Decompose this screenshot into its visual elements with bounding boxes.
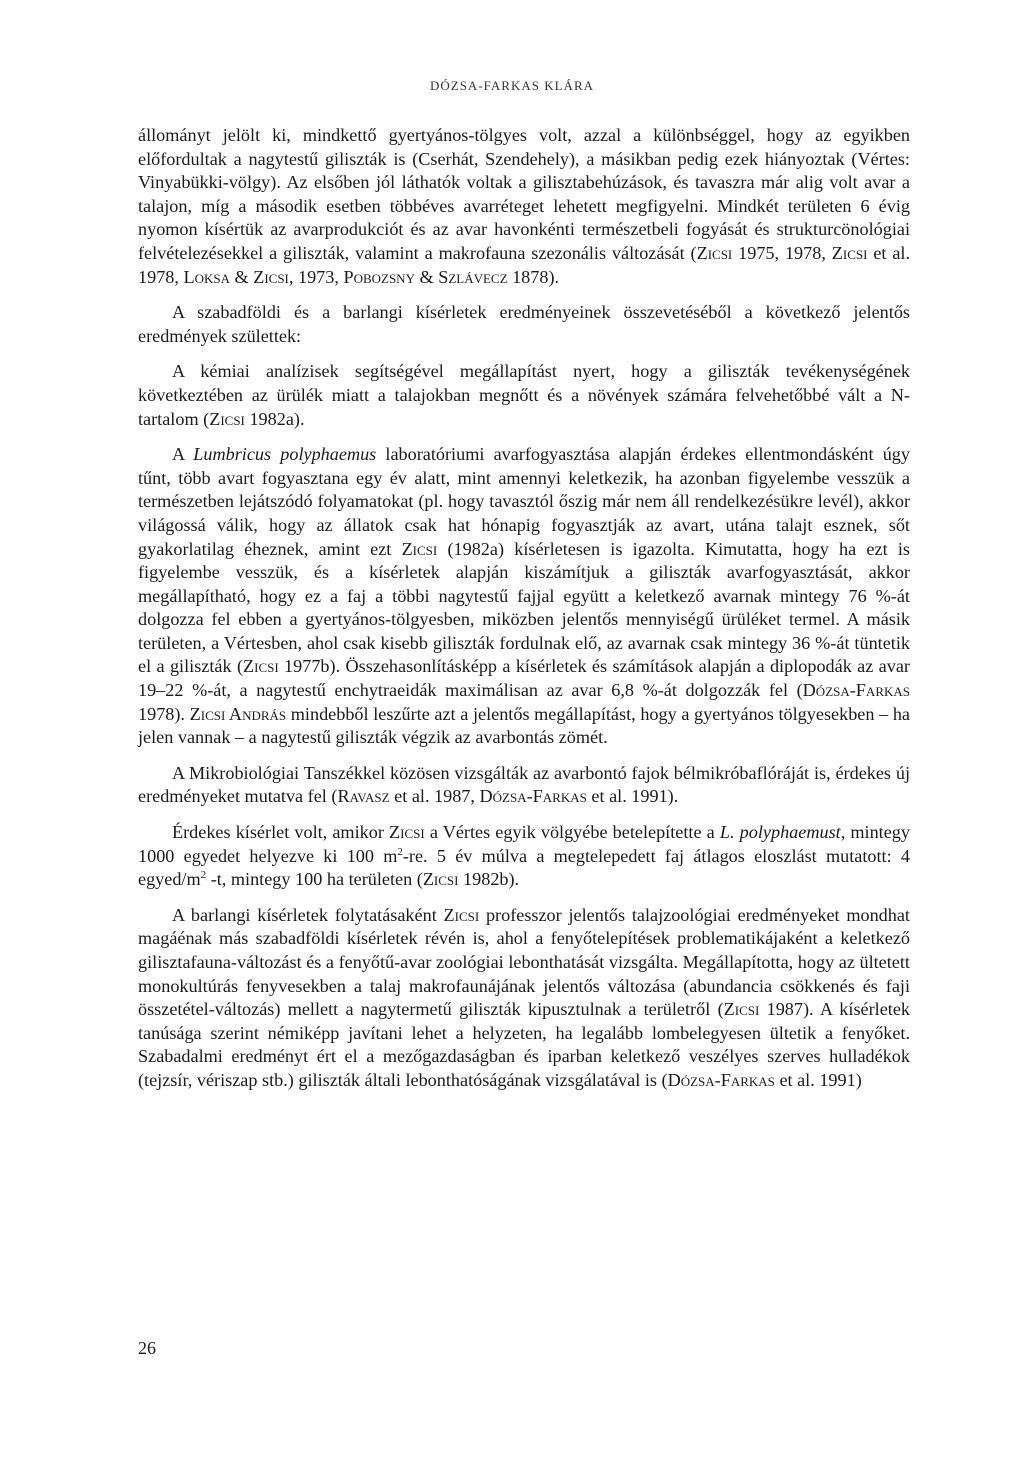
running-header: DÓZSA-FARKAS KLÁRA <box>429 78 595 93</box>
paragraph-7: A barlangi kísérletek folytatásaként Zicsi professzor jelentős talajzoológiai eredményeket mondhat magáénak más szabadföldi kísérletek révén is, ahol a fenyőtelepítések problematikájaként a keletkező gilisztafauna-változást és a fenyőtű-avar zoológiai lebonthatását vizsgálta. Megállapította, hogy az ültetett monokultúrás fenyvesekben a talaj makrofaunájának jelentős változása (abundancia csökkenés és faji összetétel-változás) mellett a nagytermetű giliszták kipusztulnak a területről (Zicsi 1987). A kísérletek tanúsága szerint némiképp javítani lehet a helyzeten, ha legalább lombelegyesen ültetik a fenyőket. Szabadalmi eredményt ért el a mezőgazdaságban és iparban keletkező veszélyes szerves hulladékok (tejzsír, vériszap stb.) giliszták általi lebonthatóságának vizsgálatával is (Dózsa-Farkas et al. 1991) <box>138 904 910 1090</box>
paragraph-3: A kémiai analízisek segítségével megállapítást nyert, hogy a giliszták tevékenységének következtében az ürülék miatt a talajokban megnőtt és a növények számára felvehetőbbé vált a N-tartalom (Zicsi 1982a). <box>138 361 910 429</box>
paragraph-5: A Mikrobiológiai Tanszékkel közösen vizsgálták az avarbontó fajok bélmikróbaflóráját is, érdekes új eredményeket mutatva fel (Ravasz et al. 1987, Dózsa-Farkas et al. 1991). <box>138 762 910 807</box>
body-text <box>138 124 910 1093</box>
paragraph-6: Érdekes kísérlet volt, amikor Zicsi a Vértes egyik völgyébe betelepítette a L. polyphaemust, mintegy 1000 egyedet helyezve ki 100 $m^2-re$. 5 év múlva a megtelepedett faj átlagos eloszlást mutatott: 4 egyed/$m^2$ -t, mintegy 100 ha területen (Zicsi 1982b). <box>138 822 910 890</box>
page-number: 26 <box>138 1338 156 1358</box>
paragraph-2: A szabadföldi és a barlangi kísérletek eredményeinek összevetéséből a következő jelentős eredmények születtek: <box>138 302 910 346</box>
paragraph-1: állományt jelölt ki, mindkettő gyertyános-tölgyes volt, azzal a különbséggel, hogy az egyikben előfordultak a nagytestű giliszták is (Cserhát, Szendehely), a másikban pedig ezek hiányoztak (Vértes: Vinyabükki-völgy). Az elsőben jól láthatók voltak a gilisztabehúzások, és tavaszra már alig volt avar a talajon, míg a második esetben többéves avarréteget lehetett megfigyelni. Mindkét területen 6 évig nyomon kísértük az avarprodukciót és az avar havonkénti természetbeli fogyását és strukturcönológiai felvételezésekkel a giliszták, valamint a makrofauna szezonális változását (Zicsi 1975, 1978, Zicsi et al. 1978, Loksa & Zicsi, 1973, Pobozsny & Szlávecz 1878). <box>138 125 910 287</box>
paragraph-4: A Lumbricus polyphaemus laboratóriumi avarfogyasztása alapján érdekes ellentmondásként úgy tűnt, több avart fogyasztana egy év alatt, mint amennyi keletkezik, ha azonban figyelembe vesszük a természetben lejátszódó folyamatokat (pl. hogy tavasztól őszig már nem áll rendelkezésükre levél), akkor világossá válik, hogy az állatok csak hat hónapig fogyasztják az avart, utána talajt esznek, sőt gyakorlatilag éheznek, amint ezt Zicsi (1982a) kísérletesen is igazolta. Kimutatta, hogy ha ezt is figyelembe vesszük, és a kísérletek alapján kiszámítjuk a giliszták avarfogyasztását, akkor megállapítható, hogy ez a faj a többi nagytestű fajjal együtt a keletkező avarnak mintegy 76 %-át dolgozza fel ebben a gyertyános-tölgyesben, miközben jelentős mennyiségű ürüléket termel. A másik területen, a Vértesben, ahol csak kisebb giliszták fordulnak elő, az avarnak csak mintegy 36 %-át tüntetik el a giliszták (Zicsi 1977b). Összehasonlításképp a kísérletek és számítások alapján a diplopodák az avar 19–22 %-át, a nagytestű enchytraeidák maximálisan az avar 6,8 %-át dolgozzák fel (Dózsa-Farkas 1978). Zicsi András mindebből leszűrte azt a jelentős megállapítást, hogy a gyertyános tölgyesekben – ha jelen vannak – a nagytestű giliszták végzik az avarbontás zömét. <box>138 444 910 748</box>
